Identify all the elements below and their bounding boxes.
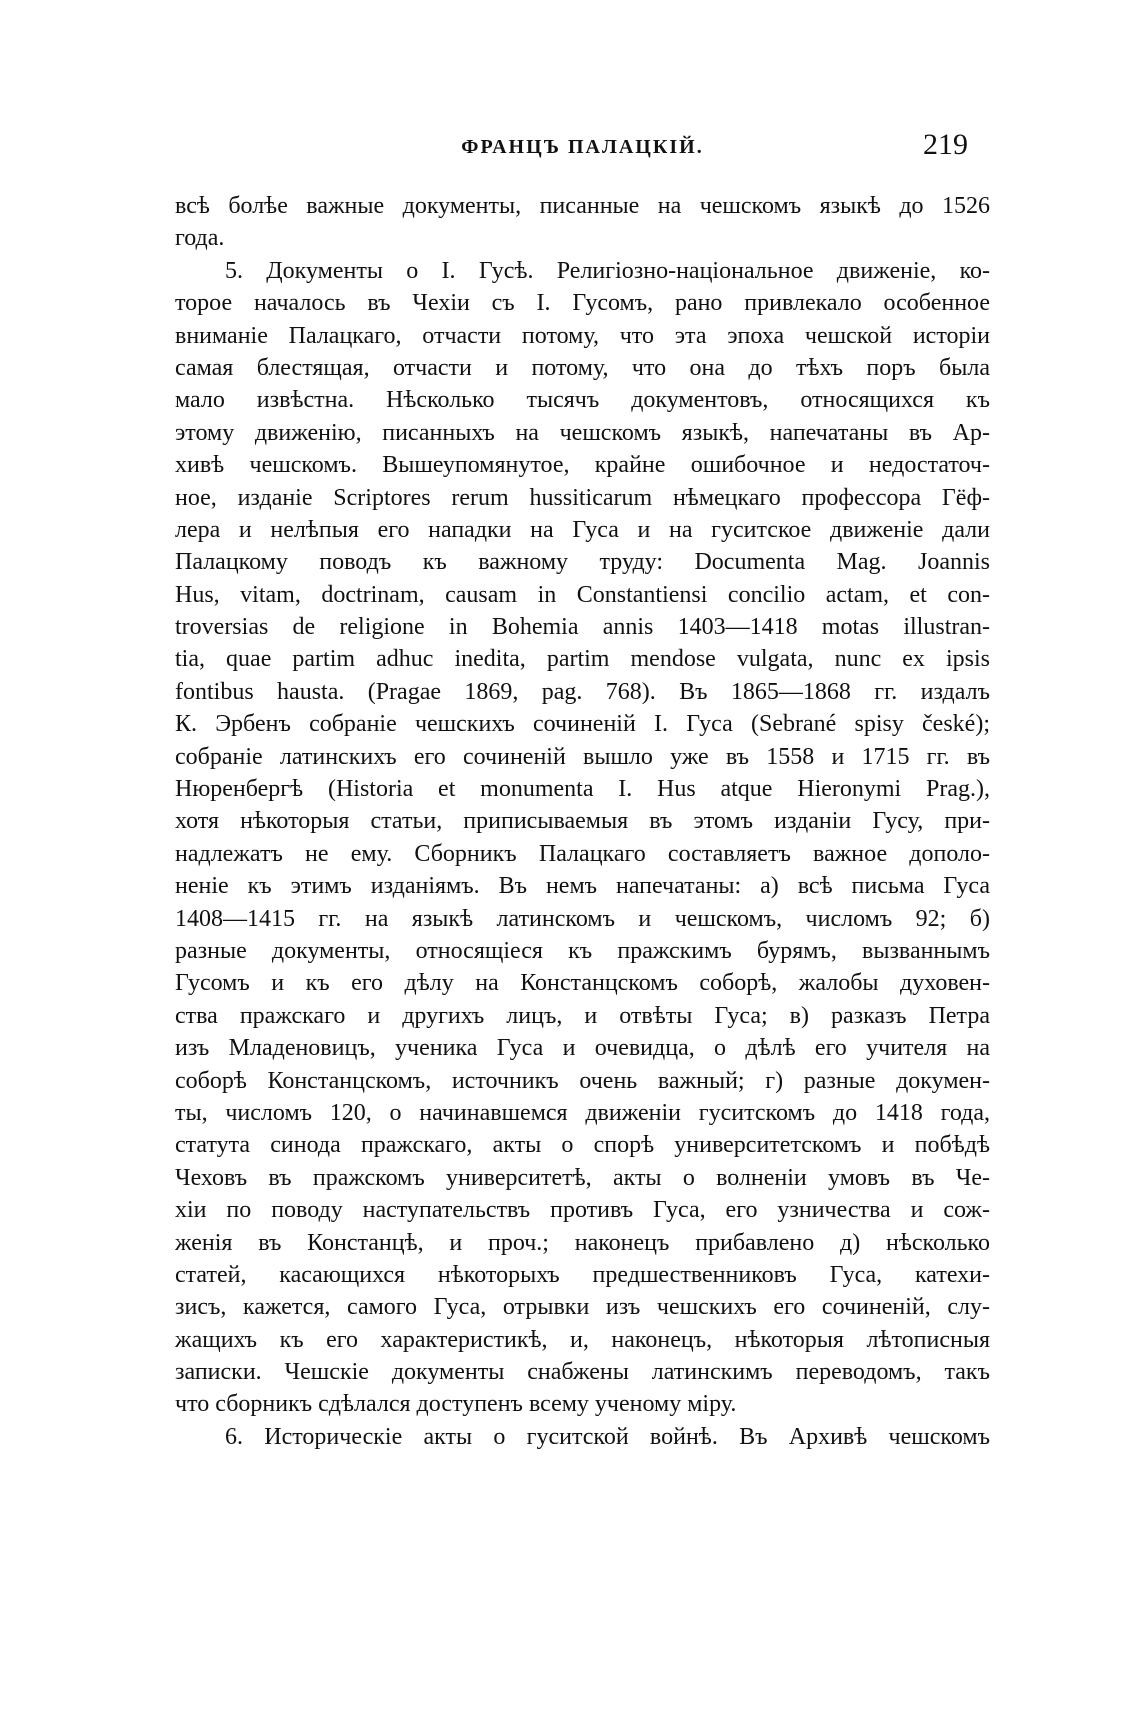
- text-line: собраніе латинскихъ его сочиненій вышло уже въ 1558 и 1715 гг. въ: [175, 743, 990, 770]
- text-line: этому движенію, писанныхъ на чешскомъ языкѣ, напечатаны въ Ар-: [175, 419, 990, 446]
- text-line: неніе къ этимъ изданіямъ. Въ немъ напечатаны: а) всѣ письма Гуса: [175, 873, 990, 900]
- text-line: соборѣ Констанцскомъ, источникъ очень важный; г) разные докумен-: [175, 1067, 990, 1094]
- text-line: записки. Чешскіе документы снабжены латинскимъ переводомъ, такъ: [175, 1359, 990, 1386]
- text-line: статута синода пражскаго, акты о спорѣ университетскомъ и побѣдѣ: [175, 1132, 990, 1159]
- text-line: 1408—1415 гг. на языкѣ латинскомъ и чешскомъ, числомъ 92; б): [175, 905, 990, 932]
- text-line: ты, числомъ 120, о начинавшемся движеніи гуситскомъ до 1418 года,: [175, 1099, 990, 1126]
- text-line: Hus, vitam, doctrinam, causam in Constantiensi concilio actam, et con-: [175, 581, 990, 608]
- page-number: 219: [923, 128, 968, 161]
- text-line: tia, quae partim adhuc inedita, partim mendose vulgata, nunc ex ipsis: [175, 646, 990, 673]
- text-line: вниманіе Палацкаго, отчасти потому, что эта эпоха чешской исторіи: [175, 322, 990, 349]
- running-head: ФРАНЦЪ ПАЛАЦКІЙ.: [461, 136, 704, 158]
- text-line: К. Эрбенъ собраніе чешскихъ сочиненій I. Гуса (Sebrané spisy české);: [175, 711, 990, 738]
- text-line: что сборникъ сдѣлался доступенъ всему ученому міру.: [175, 1391, 737, 1418]
- text-line: troversias de religione in Bohemia annis 1403—1418 motas illustran-: [175, 614, 990, 641]
- text-line: статей, касающихся нѣкоторыхъ предшественниковъ Гуса, катехи-: [175, 1261, 990, 1288]
- section-heading-line: 6. Историческіе акты о гуситской войнѣ. Въ Архивѣ чешскомъ: [225, 1423, 990, 1450]
- text-line: жащихъ къ его характеристикѣ, и, наконецъ, нѣкоторыя лѣтописныя: [175, 1326, 990, 1353]
- text-line: fontibus hausta. (Pragae 1869, pag. 768). Въ 1865—1868 гг. издалъ: [175, 678, 990, 705]
- text-line: зисъ, кажется, самого Гуса, отрывки изъ чешскихъ его сочиненій, слу-: [175, 1294, 990, 1321]
- text-line: Гусомъ и къ его дѣлу на Констанцскомъ соборѣ, жалобы духовен-: [175, 970, 990, 997]
- page-header: [175, 128, 990, 168]
- text-line: года.: [175, 225, 225, 252]
- text-line: мало извѣстна. Нѣсколько тысячъ документовъ, относящихся къ: [175, 387, 990, 414]
- text-line: изъ Младеновицъ, ученика Гуса и очевидца, о дѣлѣ его учителя на: [175, 1035, 990, 1062]
- text-line: всѣ болѣе важные документы, писанные на чешскомъ языкѣ до 1526: [175, 193, 990, 219]
- body-text: [175, 190, 990, 1453]
- text-line: женія въ Констанцѣ, и проч.; наконецъ прибавлено д) нѣсколько: [175, 1229, 990, 1256]
- text-line: лера и нелѣпыя его нападки на Гуса и на гуситское движеніе дали: [175, 516, 990, 543]
- section-heading-line: 5. Документы о I. Гусѣ. Религіозно-національное движеніе, ко-: [225, 257, 990, 284]
- text-line: ства пражскаго и другихъ лицъ, и отвѣты Гуса; в) разказъ Петра: [175, 1002, 990, 1029]
- text-line: разные документы, относящіеся къ пражскимъ бурямъ, вызваннымъ: [175, 937, 990, 964]
- text-line: самая блестящая, отчасти и потому, что она до тѣхъ поръ была: [175, 354, 990, 381]
- text-line: Чеховъ въ пражскомъ университетѣ, акты о волненіи умовъ въ Че-: [175, 1164, 990, 1191]
- text-line: хіи по поводу наступательствъ противъ Гуса, его узничества и сож-: [175, 1197, 990, 1224]
- text-line: надлежатъ не ему. Сборникъ Палацкаго составляетъ важное дополо-: [175, 840, 990, 867]
- text-line: Палацкому поводъ къ важному труду: Documenta Mag. Joannis: [175, 549, 990, 576]
- text-line: хотя нѣкоторыя статьи, приписываемыя въ этомъ изданіи Гусу, при-: [175, 808, 990, 835]
- text-line: хивѣ чешскомъ. Вышеупомянутое, крайне ошибочное и недостаточ-: [175, 452, 990, 479]
- text-line: ное, изданіе Scriptores rerum hussiticarum нѣмецкаго профессора Гёф-: [175, 484, 990, 511]
- text-line: Нюренбергѣ (Historia et monumenta I. Hus atque Hieronymi Prag.),: [175, 776, 990, 803]
- text-line: торое началось въ Чехіи съ I. Гусомъ, рано привлекало особенное: [175, 290, 990, 317]
